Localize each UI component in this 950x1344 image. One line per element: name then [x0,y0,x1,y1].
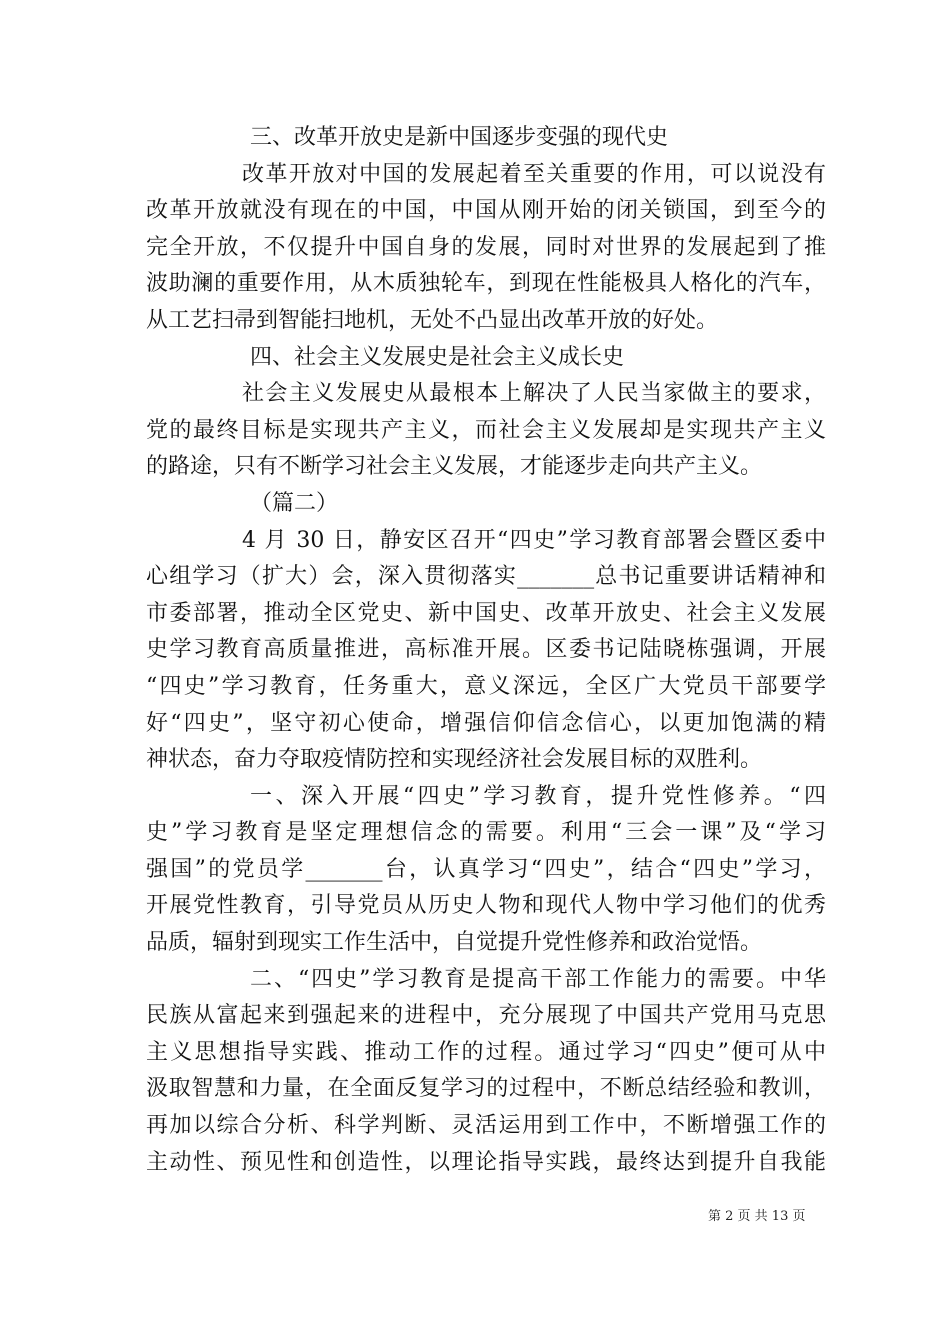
paragraph-line: 的路途，只有不断学习社会主义发展，才能逐步走向共产主义。 [146,454,763,480]
paragraph-line: 主义思想指导实践、推动工作的过程。通过学习“四史”便可从中 [146,1039,826,1065]
paragraph-line: 市委部署，推动全区党史、新中国史、改革开放史、社会主义发展 [146,600,826,626]
paragraph-line: 汲取智慧和力量，在全面反复学习的过程中，不断总结经验和教训， [146,1076,826,1102]
paragraph-line: 主动性、预见性和创造性，以理论指导实践，最终达到提升自我能 [146,1149,826,1175]
paragraph-line: 改革开放就没有现在的中国，中国从刚开始的闭关锁国，到至今的 [146,198,826,224]
paragraph-line: “四史”学习教育，任务重大，意义深远，全区广大党员干部要学 [146,673,826,699]
paragraph-line: 从工艺扫帚到智能扫地机，无处不凸显出改革开放的好处。 [146,307,719,333]
paragraph-line: 一、深入开展“四史”学习教育，提升党性修养。“四 [250,783,826,809]
paragraph-line: 史学习教育高质量推进，高标准开展。区委书记陆晓栋强调，开展 [146,637,826,663]
paragraph-line: 民族从富起来到强起来的进程中，充分展现了中国共产党用马克思 [146,1003,826,1029]
part-two-heading: （篇二） [250,490,339,516]
paragraph-line: 完全开放，不仅提升中国自身的发展，同时对世界的发展起到了推 [146,234,826,260]
paragraph-line: 4 月 30 日，静安区召开“四史”学习教育部署会暨区委中 [242,527,826,553]
paragraph-line: 心组学习（扩大）会，深入贯彻落实_______总书记重要讲话精神和 [146,564,826,590]
paragraph-line: 好“四史”，坚守初心使命，增强信仰信念信心，以更加饱满的精 [146,710,826,736]
paragraph-line: 党的最终目标是实现共产主义，而社会主义发展却是实现共产主义 [146,417,826,443]
paragraph-line: 强国”的党员学_______台，认真学习“四史”，结合“四史”学习， [146,856,826,882]
paragraph-line: 二、“四史”学习教育是提高干部工作能力的需要。中华 [250,966,826,992]
paragraph-line: 史”学习教育是坚定理想信念的需要。利用“三会一课”及“学习 [146,820,826,846]
paragraph-line: 开展党性教育，引导党员从历史人物和现代人物中学习他们的优秀 [146,893,826,919]
paragraph-line: 品质，辐射到现实工作生活中，自觉提升党性修养和政治觉悟。 [146,930,763,956]
paragraph-line: 改革开放对中国的发展起着至关重要的作用，可以说没有 [242,161,826,187]
paragraph-line: 再加以综合分析、科学判断、灵活运用到工作中，不断增强工作的 [146,1113,826,1139]
section-heading-socialism: 四、社会主义发展史是社会主义成长史 [250,344,625,370]
paragraph-line: 社会主义发展史从最根本上解决了人民当家做主的要求， [242,381,826,407]
section-heading-reform: 三、改革开放史是新中国逐步变强的现代史 [250,125,669,150]
document-body [146,120,826,1181]
paragraph-line: 波助澜的重要作用，从木质独轮车，到现在性能极具人格化的汽车， [146,271,826,297]
page-number-footer: 第 2 页 共 13 页 [708,1209,806,1224]
paragraph-line: 神状态，奋力夺取疫情防控和实现经济社会发展目标的双胜利。 [146,747,763,773]
